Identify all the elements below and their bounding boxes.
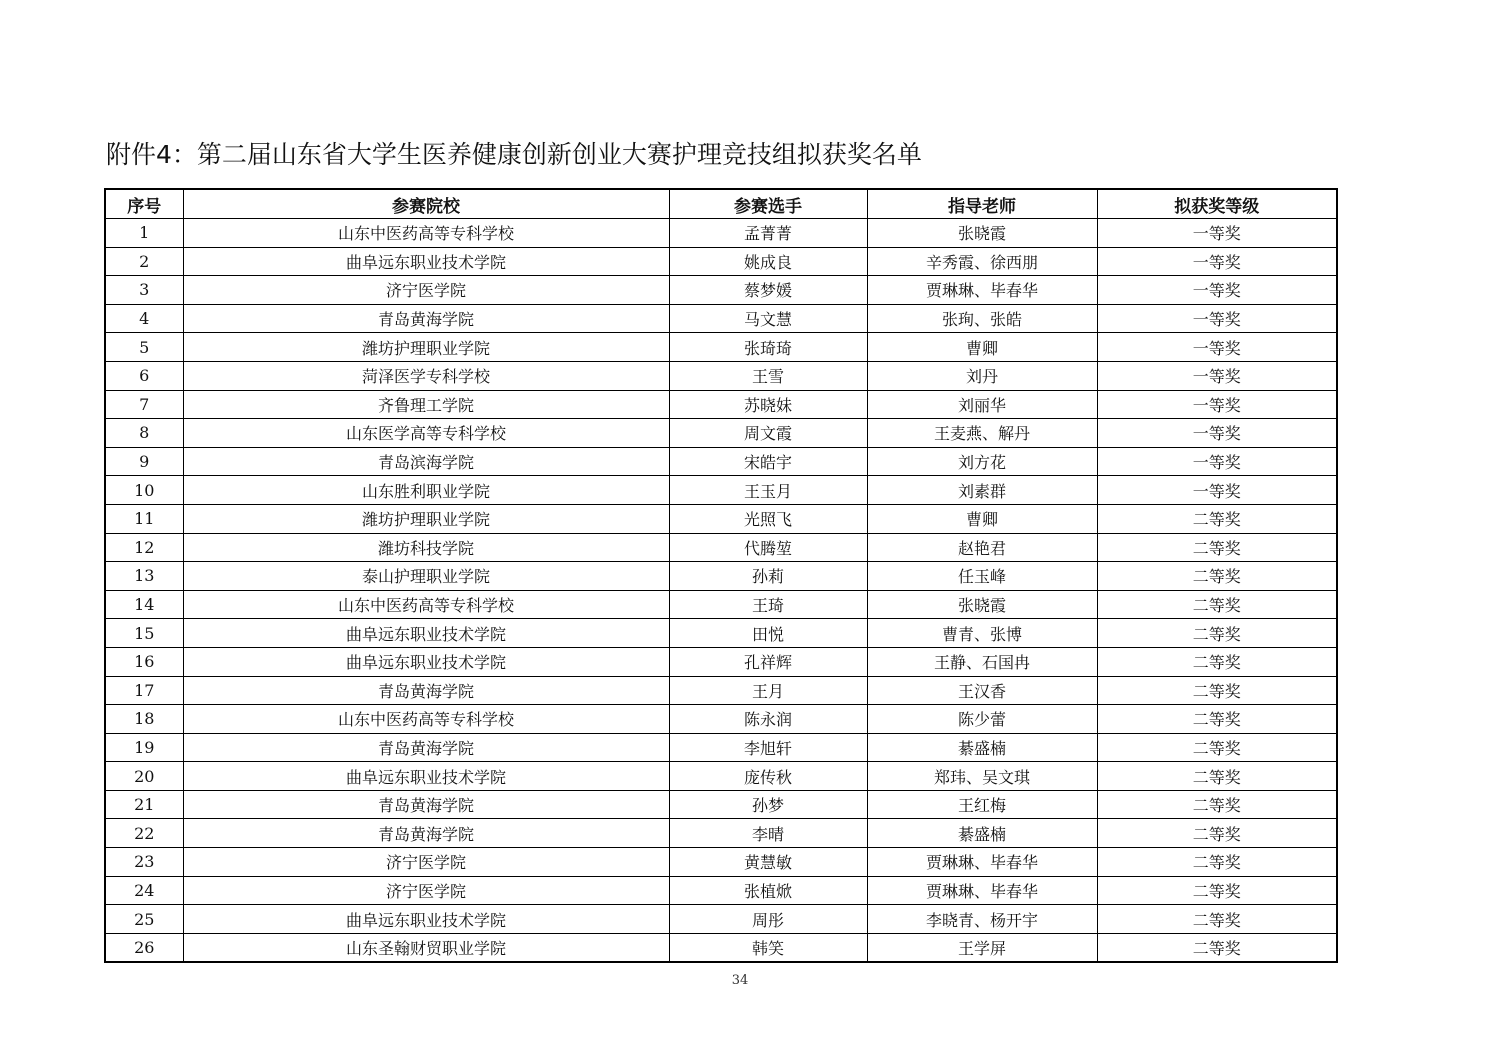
table-row — [105, 247, 1337, 276]
row-award: 二等奖 — [1097, 619, 1337, 648]
row-advisor: 刘丽华 — [867, 390, 1097, 419]
table-row — [105, 762, 1337, 791]
row-school: 济宁医学院 — [183, 876, 669, 905]
row-index: 5 — [105, 333, 183, 362]
row-advisor: 张晓霞 — [867, 219, 1097, 248]
row-contestant: 孙莉 — [669, 562, 867, 591]
row-index: 24 — [105, 876, 183, 905]
table-row — [105, 304, 1337, 333]
row-contestant: 姚成良 — [669, 247, 867, 276]
row-index: 13 — [105, 562, 183, 591]
table-row — [105, 819, 1337, 848]
table-row — [105, 590, 1337, 619]
table-row — [105, 905, 1337, 934]
row-advisor: 任玉峰 — [867, 562, 1097, 591]
table-row — [105, 733, 1337, 762]
row-award: 二等奖 — [1097, 562, 1337, 591]
table-row — [105, 533, 1337, 562]
header-contestant: 参赛选手 — [669, 189, 867, 219]
row-advisor: 陈少蕾 — [867, 705, 1097, 734]
row-award: 一等奖 — [1097, 333, 1337, 362]
row-index: 23 — [105, 848, 183, 877]
table-row — [105, 219, 1337, 248]
table-row — [105, 647, 1337, 676]
row-contestant: 孟菁菁 — [669, 219, 867, 248]
row-advisor: 王汉香 — [867, 676, 1097, 705]
page-number: 34 — [731, 973, 749, 988]
row-award: 一等奖 — [1097, 447, 1337, 476]
row-contestant: 蔡梦媛 — [669, 276, 867, 305]
row-index: 11 — [105, 504, 183, 533]
row-index: 7 — [105, 390, 183, 419]
row-index: 2 — [105, 247, 183, 276]
table-row — [105, 333, 1337, 362]
row-school: 青岛黄海学院 — [183, 304, 669, 333]
header-award: 拟获奖等级 — [1097, 189, 1337, 219]
table-row — [105, 562, 1337, 591]
row-contestant: 孔祥辉 — [669, 647, 867, 676]
row-school: 山东圣翰财贸职业学院 — [183, 933, 669, 962]
row-index: 20 — [105, 762, 183, 791]
header-advisor: 指导老师 — [867, 189, 1097, 219]
row-index: 25 — [105, 905, 183, 934]
table-header — [105, 189, 1337, 219]
row-advisor: 贾琳琳、毕春华 — [867, 848, 1097, 877]
row-advisor: 王静、石国冉 — [867, 647, 1097, 676]
row-advisor: 张晓霞 — [867, 590, 1097, 619]
table-row — [105, 705, 1337, 734]
row-contestant: 王雪 — [669, 361, 867, 390]
row-advisor: 曹卿 — [867, 333, 1097, 362]
row-contestant: 田悦 — [669, 619, 867, 648]
row-school: 曲阜远东职业技术学院 — [183, 647, 669, 676]
row-index: 10 — [105, 476, 183, 505]
row-school: 山东胜利职业学院 — [183, 476, 669, 505]
table-row — [105, 876, 1337, 905]
row-school: 山东中医药高等专科学校 — [183, 590, 669, 619]
row-index: 22 — [105, 819, 183, 848]
row-contestant: 王琦 — [669, 590, 867, 619]
header-row — [105, 189, 1337, 219]
row-advisor: 刘方花 — [867, 447, 1097, 476]
row-school: 曲阜远东职业技术学院 — [183, 619, 669, 648]
row-school: 山东中医药高等专科学校 — [183, 219, 669, 248]
row-contestant: 王月 — [669, 676, 867, 705]
row-advisor: 刘丹 — [867, 361, 1097, 390]
row-school: 曲阜远东职业技术学院 — [183, 247, 669, 276]
table-row — [105, 361, 1337, 390]
row-contestant: 孙梦 — [669, 790, 867, 819]
row-advisor: 张珣、张皓 — [867, 304, 1097, 333]
row-contestant: 李晴 — [669, 819, 867, 848]
row-award: 二等奖 — [1097, 590, 1337, 619]
table-row — [105, 790, 1337, 819]
row-advisor: 贾琳琳、毕春华 — [867, 876, 1097, 905]
row-contestant: 庞传秋 — [669, 762, 867, 791]
row-award: 一等奖 — [1097, 247, 1337, 276]
row-contestant: 马文慧 — [669, 304, 867, 333]
row-award: 二等奖 — [1097, 676, 1337, 705]
row-award: 二等奖 — [1097, 705, 1337, 734]
row-advisor: 赵艳君 — [867, 533, 1097, 562]
row-school: 潍坊科技学院 — [183, 533, 669, 562]
table-row — [105, 276, 1337, 305]
row-index: 8 — [105, 419, 183, 448]
page-title: 附件4：第二届山东省大学生医养健康创新创业大赛护理竞技组拟获奖名单 — [106, 139, 922, 169]
table-row — [105, 933, 1337, 962]
row-school: 曲阜远东职业技术学院 — [183, 762, 669, 791]
row-advisor: 曹卿 — [867, 504, 1097, 533]
row-contestant: 周文霞 — [669, 419, 867, 448]
row-award: 一等奖 — [1097, 476, 1337, 505]
row-award: 二等奖 — [1097, 647, 1337, 676]
row-award: 二等奖 — [1097, 876, 1337, 905]
row-contestant: 韩笑 — [669, 933, 867, 962]
row-school: 青岛滨海学院 — [183, 447, 669, 476]
row-index: 9 — [105, 447, 183, 476]
row-award: 二等奖 — [1097, 848, 1337, 877]
row-contestant: 代腾堃 — [669, 533, 867, 562]
row-contestant: 李旭轩 — [669, 733, 867, 762]
row-contestant: 苏晓妹 — [669, 390, 867, 419]
row-award: 二等奖 — [1097, 504, 1337, 533]
row-school: 青岛黄海学院 — [183, 733, 669, 762]
table-row — [105, 848, 1337, 877]
table-row — [105, 419, 1337, 448]
row-award: 二等奖 — [1097, 819, 1337, 848]
row-award: 一等奖 — [1097, 390, 1337, 419]
row-school: 菏泽医学专科学校 — [183, 361, 669, 390]
row-award: 一等奖 — [1097, 304, 1337, 333]
row-school: 青岛黄海学院 — [183, 819, 669, 848]
row-index: 19 — [105, 733, 183, 762]
row-award: 二等奖 — [1097, 533, 1337, 562]
row-contestant: 张琦琦 — [669, 333, 867, 362]
row-advisor: 李晓青、杨开宇 — [867, 905, 1097, 934]
row-contestant: 陈永润 — [669, 705, 867, 734]
row-school: 山东中医药高等专科学校 — [183, 705, 669, 734]
row-index: 15 — [105, 619, 183, 648]
row-school: 山东医学高等专科学校 — [183, 419, 669, 448]
row-advisor: 曹青、张博 — [867, 619, 1097, 648]
row-index: 1 — [105, 219, 183, 248]
row-index: 18 — [105, 705, 183, 734]
row-advisor: 辛秀霞、徐西朋 — [867, 247, 1097, 276]
row-school: 青岛黄海学院 — [183, 676, 669, 705]
row-advisor: 王麦燕、解丹 — [867, 419, 1097, 448]
table-row — [105, 676, 1337, 705]
row-index: 26 — [105, 933, 183, 962]
row-index: 3 — [105, 276, 183, 305]
row-school: 潍坊护理职业学院 — [183, 504, 669, 533]
table-row — [105, 390, 1337, 419]
header-index: 序号 — [105, 189, 183, 219]
table-row — [105, 476, 1337, 505]
row-advisor: 綦盛楠 — [867, 819, 1097, 848]
table-row — [105, 619, 1337, 648]
row-advisor: 贾琳琳、毕春华 — [867, 276, 1097, 305]
row-index: 21 — [105, 790, 183, 819]
row-advisor: 郑玮、吴文琪 — [867, 762, 1097, 791]
row-school: 青岛黄海学院 — [183, 790, 669, 819]
row-award: 一等奖 — [1097, 361, 1337, 390]
row-award: 一等奖 — [1097, 419, 1337, 448]
row-advisor: 綦盛楠 — [867, 733, 1097, 762]
row-school: 泰山护理职业学院 — [183, 562, 669, 591]
row-school: 潍坊护理职业学院 — [183, 333, 669, 362]
row-index: 16 — [105, 647, 183, 676]
row-award: 二等奖 — [1097, 905, 1337, 934]
row-index: 4 — [105, 304, 183, 333]
row-contestant: 黄慧敏 — [669, 848, 867, 877]
row-award: 二等奖 — [1097, 790, 1337, 819]
row-index: 12 — [105, 533, 183, 562]
row-contestant: 宋皓宇 — [669, 447, 867, 476]
row-advisor: 王学屏 — [867, 933, 1097, 962]
row-school: 曲阜远东职业技术学院 — [183, 905, 669, 934]
row-advisor: 刘素群 — [867, 476, 1097, 505]
row-contestant: 周彤 — [669, 905, 867, 934]
row-contestant: 王玉月 — [669, 476, 867, 505]
row-award: 一等奖 — [1097, 276, 1337, 305]
row-index: 14 — [105, 590, 183, 619]
row-school: 济宁医学院 — [183, 276, 669, 305]
table-row — [105, 447, 1337, 476]
awards-table — [104, 188, 1338, 963]
row-index: 6 — [105, 361, 183, 390]
row-advisor: 王红梅 — [867, 790, 1097, 819]
header-school: 参赛院校 — [183, 189, 669, 219]
row-award: 二等奖 — [1097, 933, 1337, 962]
row-award: 二等奖 — [1097, 733, 1337, 762]
row-school: 齐鲁理工学院 — [183, 390, 669, 419]
table-body — [105, 219, 1337, 963]
row-award: 二等奖 — [1097, 762, 1337, 791]
row-school: 济宁医学院 — [183, 848, 669, 877]
row-contestant: 光照飞 — [669, 504, 867, 533]
table-row — [105, 504, 1337, 533]
row-contestant: 张植焮 — [669, 876, 867, 905]
row-index: 17 — [105, 676, 183, 705]
row-award: 一等奖 — [1097, 219, 1337, 248]
